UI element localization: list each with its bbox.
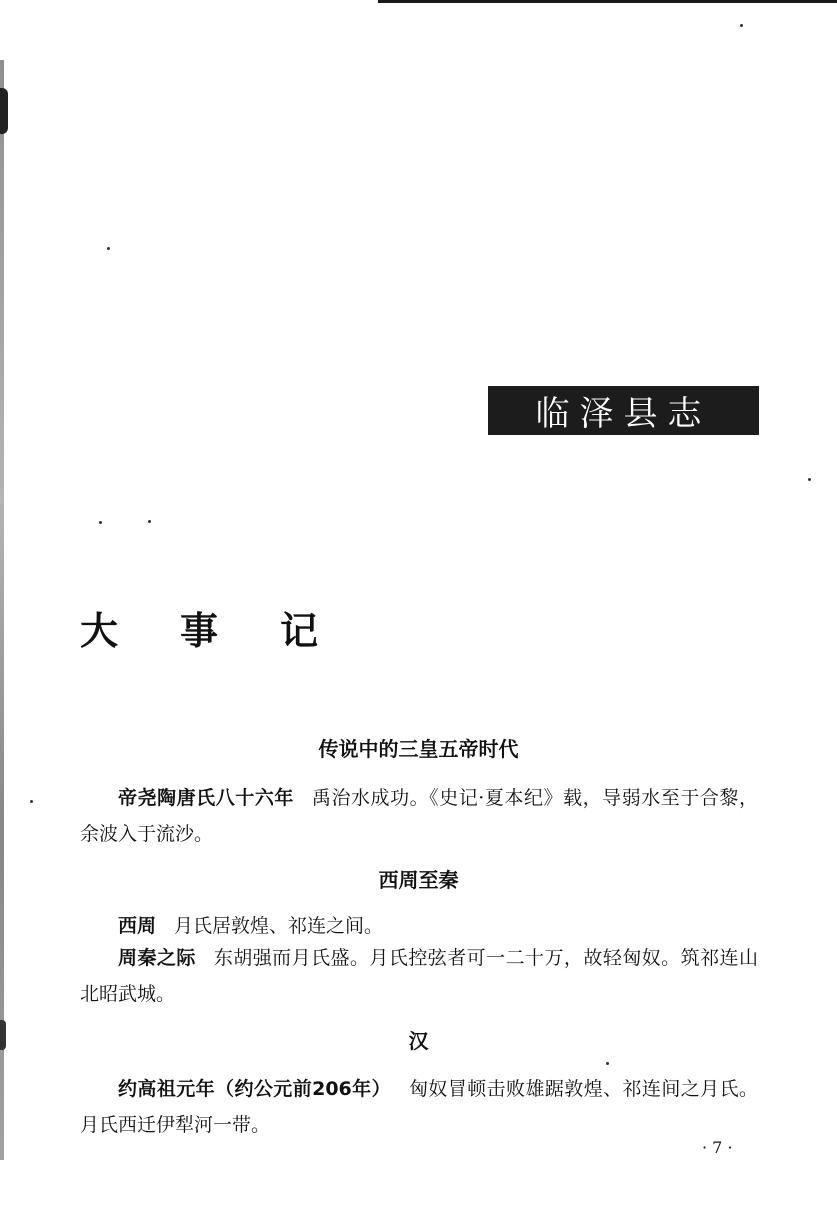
top-border-line xyxy=(378,0,837,3)
scan-speck xyxy=(740,24,743,27)
entry-paragraph xyxy=(80,780,758,852)
entry-paragraph xyxy=(80,940,758,1012)
scan-left-edge xyxy=(0,60,4,1160)
book-title-banner xyxy=(488,386,759,435)
book-title: 临泽县志 xyxy=(535,394,712,434)
scan-ink-blot xyxy=(0,88,8,134)
entry-text: 禹治水成功。《史记·夏本纪》载，导弱水至于合黎，余波入于流沙。 xyxy=(80,787,758,845)
entry-text: 匈奴冒顿击败雄踞敦煌、祁连间之月氏。月氏西迁伊犁河一带。 xyxy=(80,1078,758,1136)
section-heading: 汉 xyxy=(408,1029,429,1053)
section-heading: 西周至秦 xyxy=(378,868,459,892)
chapter-title: 大事记 xyxy=(80,608,381,653)
scan-speck xyxy=(30,800,33,803)
page-number: · 7 · xyxy=(702,1138,733,1157)
scan-speck xyxy=(606,1062,609,1065)
entry-date: 西周 xyxy=(118,915,157,937)
scan-speck xyxy=(99,521,102,524)
entry-date: 帝尧陶唐氏八十六年 xyxy=(118,787,294,809)
scan-speck xyxy=(148,520,151,523)
entry-text: 东胡强而月氏盛。月氏控弦者可一二十万，故轻匈奴。筑祁连山北昭武城。 xyxy=(80,947,758,1005)
entry-text: 月氏居敦煌、祁连之间。 xyxy=(174,915,384,937)
entry-paragraph xyxy=(80,908,758,944)
scan-speck xyxy=(808,478,811,481)
entry-paragraph xyxy=(80,1071,758,1143)
scan-speck xyxy=(107,247,110,250)
entry-date: 周秦之际 xyxy=(118,947,196,969)
entry-date: 约高祖元年（约公元前206年） xyxy=(118,1078,391,1100)
section-heading: 传说中的三皇五帝时代 xyxy=(318,737,519,761)
